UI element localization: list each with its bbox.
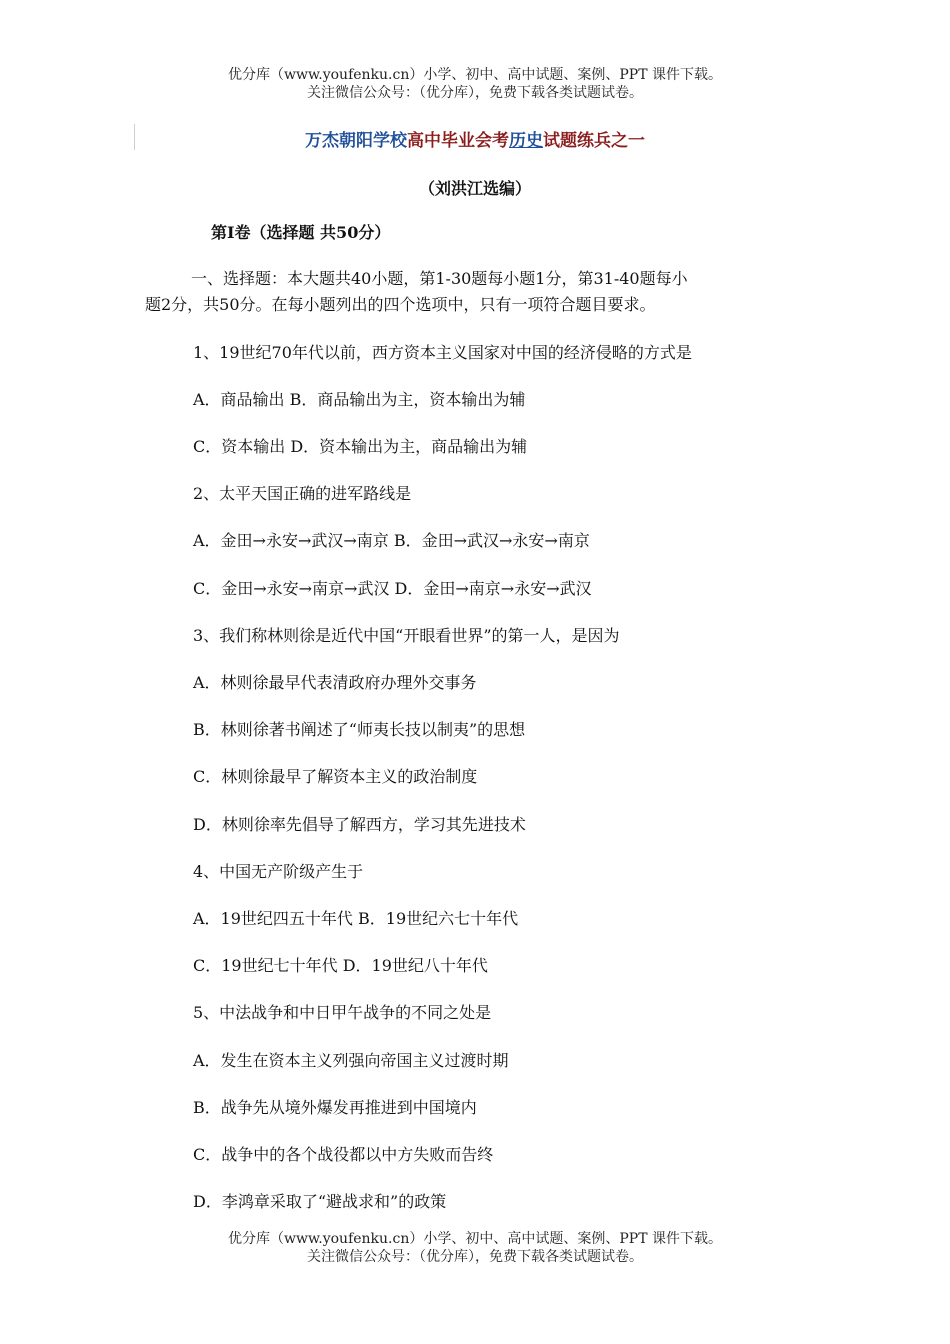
question-3-option-d: D．林则徐率先倡导了解西方，学习其先进技术 bbox=[193, 815, 526, 834]
question-2: 2、太平天国正确的进军路线是 bbox=[193, 484, 412, 503]
title-exam: 高中毕业会考 bbox=[407, 131, 509, 151]
section-heading: 第Ⅰ卷（选择题 共50分） bbox=[211, 223, 391, 242]
page-header bbox=[0, 66, 950, 102]
question-1-options-ab: A．商品输出 B．商品输出为主，资本输出为辅 bbox=[193, 390, 526, 409]
question-3: 3、我们称林则徐是近代中国“开眼看世界”的第一人，是因为 bbox=[193, 626, 620, 645]
page-subtitle: （刘洪江选编） bbox=[418, 179, 531, 198]
question-5-option-a: A．发生在资本主义列强向帝国主义过渡时期 bbox=[193, 1051, 509, 1070]
question-3-option-b: B．林则徐著书阐述了“师夷长技以制夷”的思想 bbox=[193, 720, 526, 739]
question-4-options-ab: A．19世纪四五十年代 B．19世纪六七十年代 bbox=[193, 909, 519, 928]
page-footer bbox=[0, 1230, 950, 1266]
question-5: 5、中法战争和中日甲午战争的不同之处是 bbox=[193, 1003, 492, 1022]
footer-line-1: 优分库（www.youfenku.cn）小学、初中、高中试题、案例、PPT 课件下载。 bbox=[227, 1231, 722, 1247]
question-4: 4、中国无产阶级产生于 bbox=[193, 862, 364, 881]
title-suffix: 试题练兵之一 bbox=[543, 131, 645, 151]
question-1-options-cd: C．资本输出 D．资本输出为主，商品输出为辅 bbox=[193, 437, 528, 456]
question-1: 1、19世纪70年代以前，西方资本主义国家对中国的经济侵略的方式是 bbox=[193, 343, 692, 362]
title-school: 万杰朝阳学校 bbox=[305, 131, 407, 151]
header-line-1: 优分库（www.youfenku.cn）小学、初中、高中试题、案例、PPT 课件下载。 bbox=[227, 67, 722, 83]
title-subject-link[interactable]: 历史 bbox=[509, 131, 543, 151]
instructions-line-2: 题2分，共50分。在每小题列出的四个选项中，只有一项符合题目要求。 bbox=[145, 295, 656, 314]
question-3-option-c: C．林则徐最早了解资本主义的政治制度 bbox=[193, 767, 478, 786]
question-5-option-d: D．李鸿章采取了“避战求和”的政策 bbox=[193, 1192, 447, 1211]
instructions-line-1: 一、选择题：本大题共40小题，第1-30题每小题1分，第31-40题每小 bbox=[191, 269, 688, 288]
footer-line-2: 关注微信公众号：（优分库），免费下载各类试题试卷。 bbox=[307, 1249, 643, 1265]
instructions bbox=[145, 266, 805, 318]
page-title bbox=[0, 126, 950, 151]
question-3-option-a: A．林则徐最早代表清政府办理外交事务 bbox=[193, 673, 477, 692]
header-line-2: 关注微信公众号：（优分库），免费下载各类试题试卷。 bbox=[307, 85, 643, 101]
question-5-option-b: B．战争先从境外爆发再推进到中国境内 bbox=[193, 1098, 477, 1117]
question-2-options-cd: C．金田→永安→南京→武汉 D．金田→南京→永安→武汉 bbox=[193, 579, 592, 598]
question-4-options-cd: C．19世纪七十年代 D．19世纪八十年代 bbox=[193, 956, 488, 975]
question-5-option-c: C．战争中的各个战役都以中方失败而告终 bbox=[193, 1145, 494, 1164]
question-2-options-ab: A．金田→永安→武汉→南京 B．金田→武汉→永安→南京 bbox=[193, 531, 590, 550]
